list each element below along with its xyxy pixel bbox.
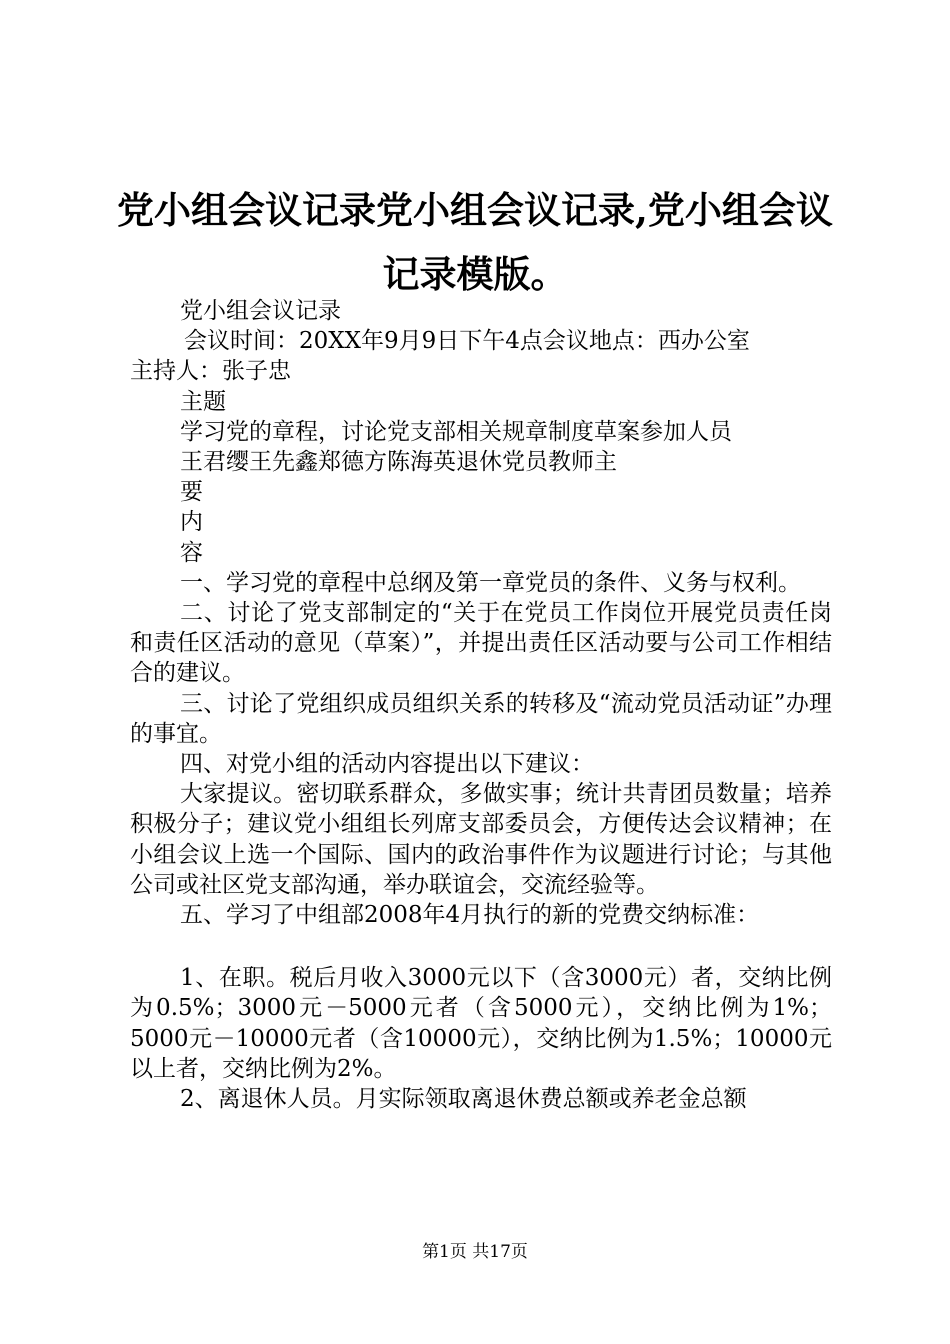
paragraph-item-5: 五、学习了中组部2008年4月执行的新的党费交纳标准： xyxy=(180,902,760,929)
paragraph-char-1: 要 xyxy=(180,479,203,506)
paragraph-item-2: 二、讨论了党支部制定的“关于在党员工作岗位开展党员责任岗和责任区活动的意见（草案）”，并提出责任区活动要与公司工作相结合的建议。 xyxy=(130,600,832,687)
paragraph-char-2: 内 xyxy=(180,509,203,536)
paragraph-attendees: 王君缨王先鑫郑德方陈海英退休党员教师主 xyxy=(180,449,617,476)
blank-line xyxy=(130,930,832,963)
paragraph-fee-employed: 1、在职。税后月收入3000元以下（含3000元）者，交纳比例为0.5%；3000元－5000元者（含5000元），交纳比例为1%；5000元－10000元者（含10000元），交纳比例为1.5%；10000元以上者，交纳比例为2%。 xyxy=(130,965,832,1082)
paragraph-topic-label: 主题 xyxy=(180,388,226,415)
paragraph-meeting-time: 会议时间：20XX年9月9日下午4点会议地点：西办公室 xyxy=(184,328,750,355)
page-footer: 第1页 共17页 xyxy=(422,1242,528,1262)
paragraph-host: 主持人：张子忠 xyxy=(130,358,291,385)
paragraph-item-4: 四、对党小组的活动内容提出以下建议： xyxy=(180,751,594,778)
paragraph-char-3: 容 xyxy=(180,539,203,566)
paragraph-heading: 党小组会议记录 xyxy=(180,298,341,324)
paragraph-item-3: 三、讨论了党组织成员组织关系的转移及“流动党员活动证”办理的事宜。 xyxy=(130,690,832,747)
document-title: 党小组会议记录党小组会议记录,党小组会议记录模版。 xyxy=(117,188,833,296)
paragraph-topic: 学习党的章程，讨论党支部相关规章制度草案参加人员 xyxy=(180,418,732,445)
paragraph-item-1: 一、学习党的章程中总纲及第一章党员的条件、义务与权利。 xyxy=(180,569,801,596)
paragraph-suggestions: 大家提议。密切联系群众，多做实事；统计共青团员数量；培养积极分子；建议党小组组长列席支部委员会，方便传达会议精神；在小组会议上选一个国际、国内的政治事件作为议题进行讨论；与其他公司或社区党支部沟通，举办联谊会，交流经验等。 xyxy=(130,781,832,898)
paragraph-fee-retired: 2、离退休人员。月实际领取离退休费总额或养老金总额 xyxy=(180,1086,747,1113)
document-body xyxy=(130,296,832,1114)
